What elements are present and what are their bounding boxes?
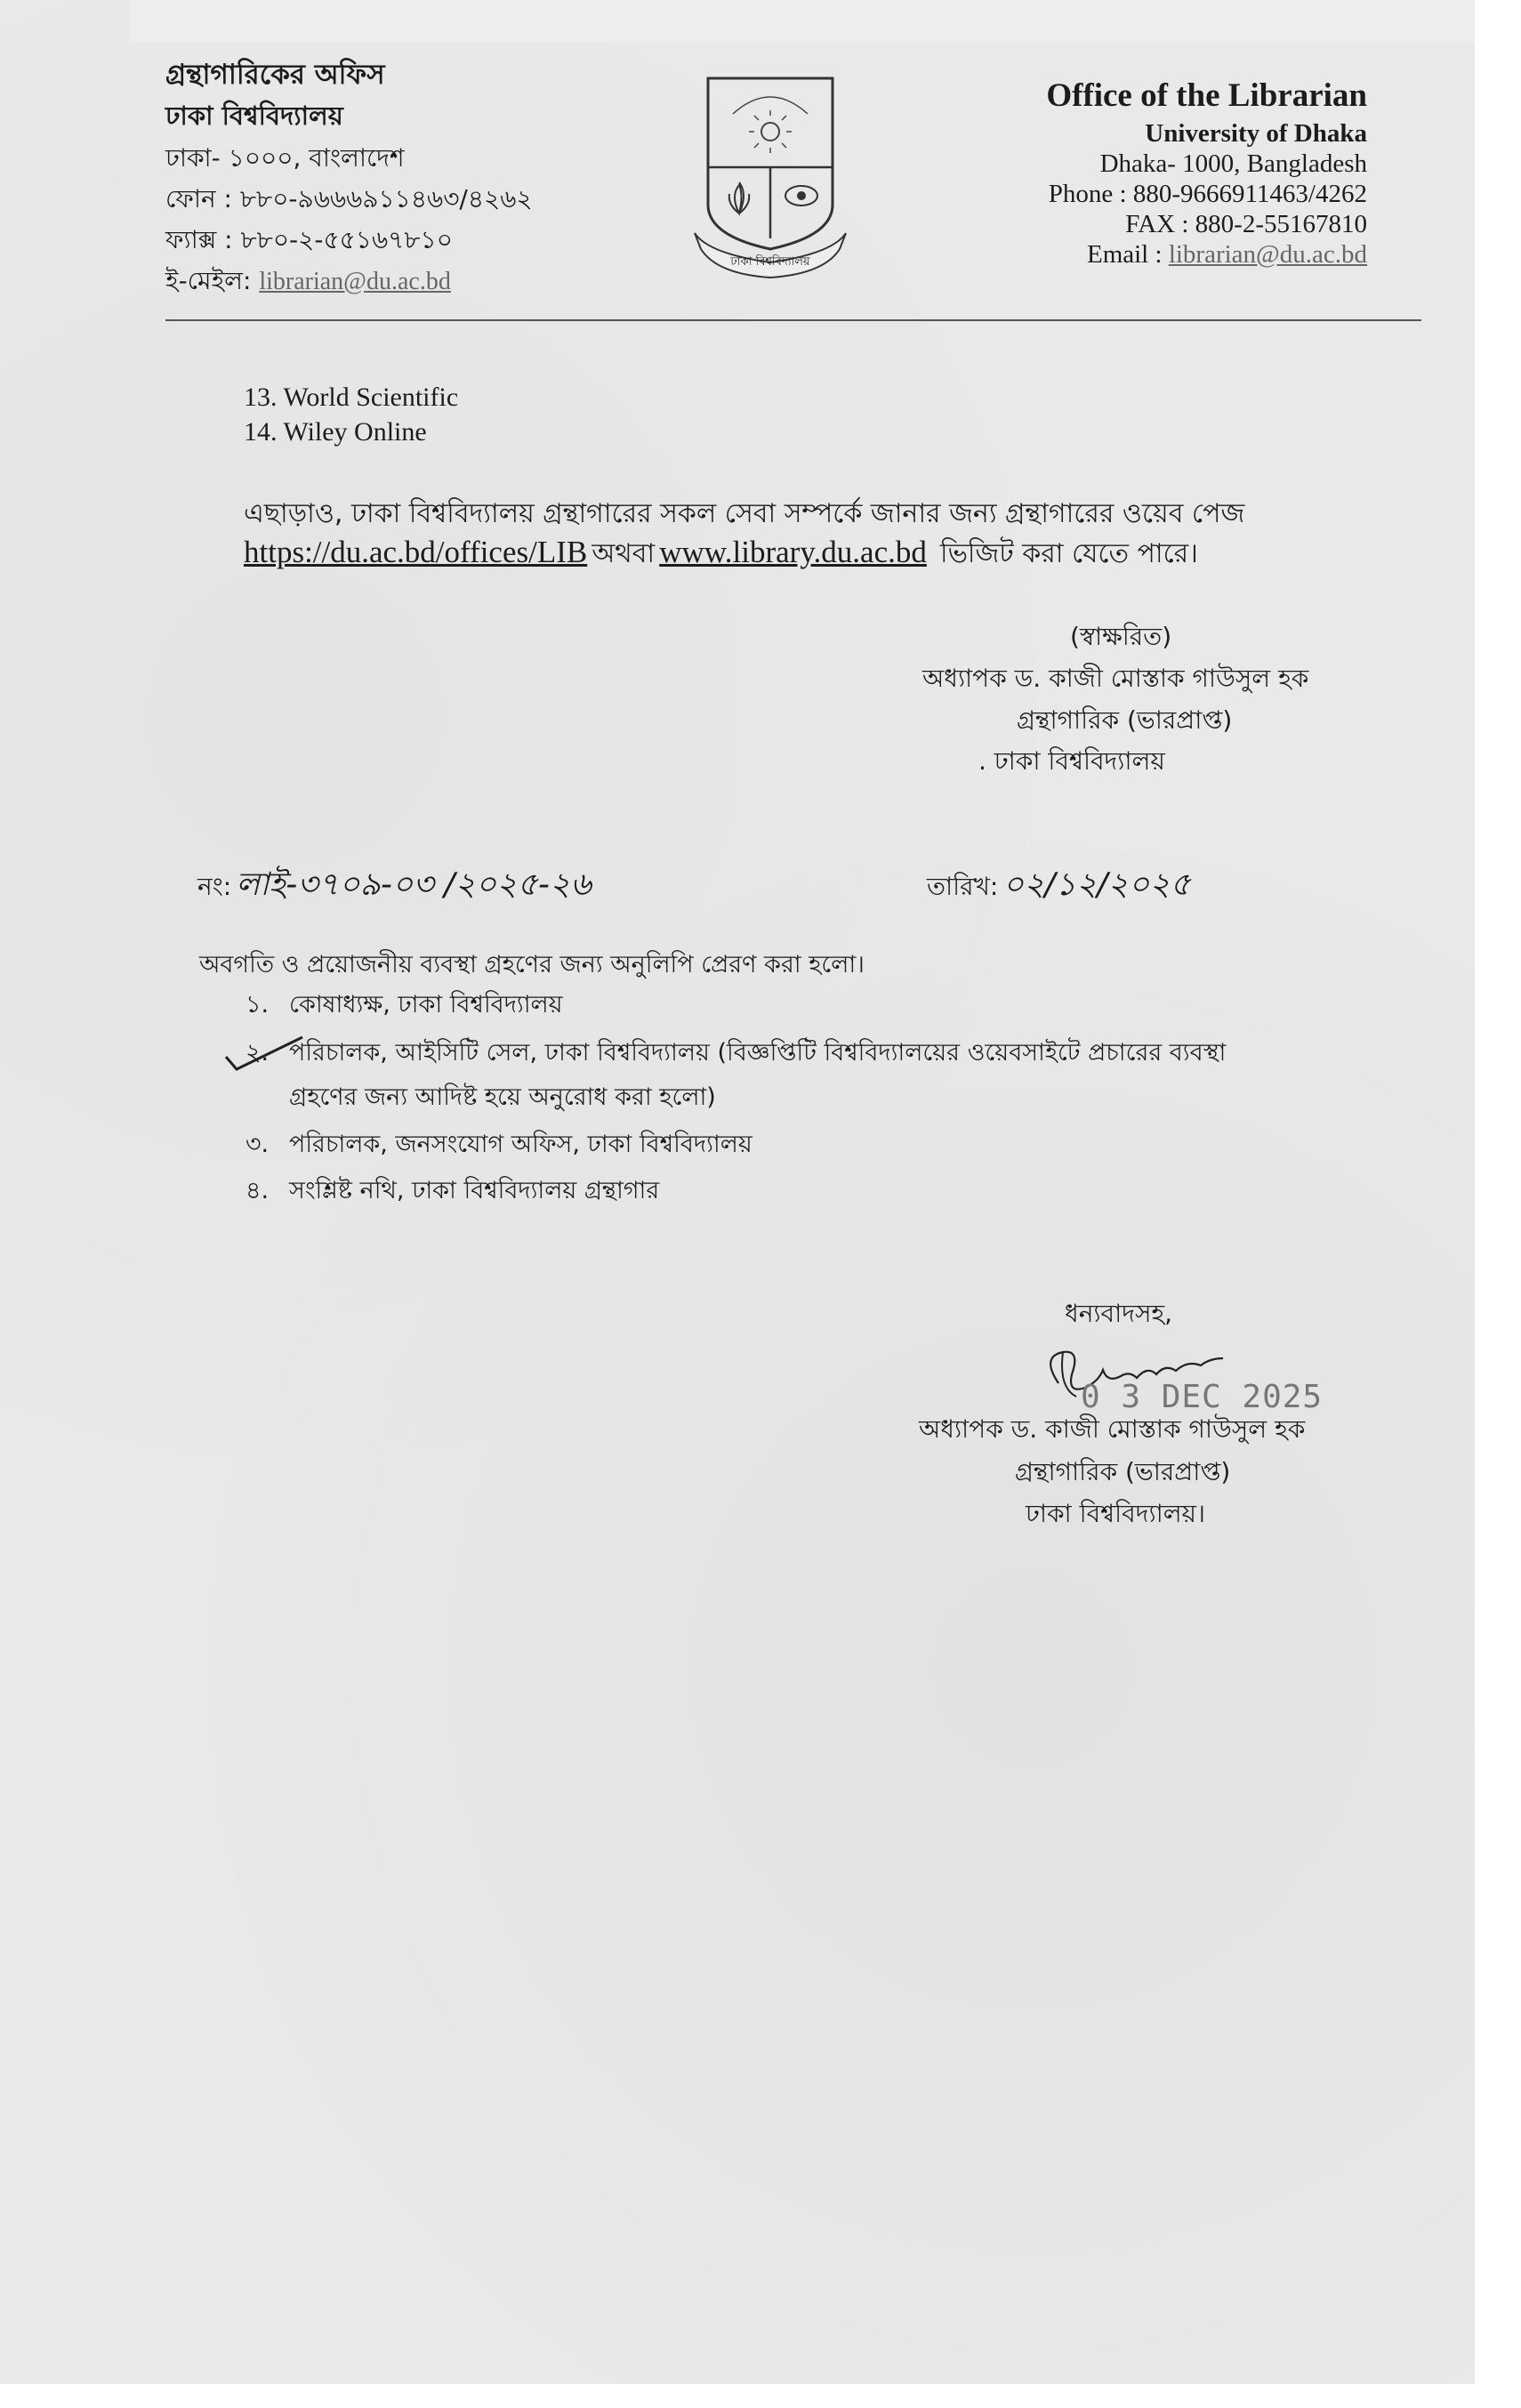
reference-number: লাই-৩৭০৯-০৩ /২০২৫-২৬ <box>236 866 592 903</box>
paragraph-line-2 <box>244 532 1198 577</box>
copy-item-2: পরিচালক, আইসিটি সেল, ঢাকা বিশ্ববিদ্যালয় (বিজ্ঞপ্তিটি বিশ্ববিদ্যালয়ের ওয়েবসাইটে প্রচারের ব্যবস্থা <box>289 1039 1227 1067</box>
list-item-14: 14. Wiley Online <box>244 417 427 447</box>
email-row-en <box>1087 240 1367 270</box>
email-link-bn[interactable]: librarian@du.ac.bd <box>259 268 451 295</box>
university-seal-icon <box>690 71 850 280</box>
email-label-bn: ই-মেইল: <box>165 266 252 295</box>
closing-name: অধ্যাপক ড. কাজী মোস্তাক গাউসুল হক <box>919 1414 1306 1444</box>
email-label-en: Email : <box>1086 240 1163 269</box>
reference-label: নং: <box>197 872 232 901</box>
copy-item-4: সংশ্লিষ্ট নথি, ঢাকা বিশ্ববিদ্যালয় গ্রন্থাগার <box>289 1177 660 1204</box>
email-row-bn <box>165 262 451 303</box>
signed-title: গ্রন্থাগারিক (ভারপ্রাপ্ত) <box>1017 705 1233 735</box>
received-date-stamp: 0 3 DEC 2025 <box>1081 1379 1324 1415</box>
address-bn: ঢাকা- ১০০০, বাংলাদেশ <box>165 143 405 173</box>
closing-org: ঢাকা বিশ্ববিদ্যালয়। <box>1026 1499 1206 1528</box>
date-value: ০২/১২/২০২৫ <box>1002 866 1191 903</box>
address-en: Dhaka- 1000, Bangladesh <box>1099 149 1367 178</box>
university-name-en: University of Dhaka <box>1145 119 1367 148</box>
copy-item-4-num: ৪. <box>245 1177 270 1204</box>
website-link-1[interactable]: https://du.ac.bd/offices/LIB <box>244 535 588 569</box>
copy-item-2-num: ২. <box>245 1039 270 1067</box>
university-name-bn: ঢাকা বিশ্ববিদ্যালয় <box>165 101 343 131</box>
phone-en: Phone : 880-9666911463/4262 <box>1048 180 1367 208</box>
copy-item-3-num: ৩. <box>245 1131 270 1158</box>
copy-item-3: পরিচালক, জনসংযোগ অফিস, ঢাকা বিশ্ববিদ্যালয় <box>289 1131 752 1158</box>
or-text: অথবা <box>592 538 656 569</box>
header-divider <box>165 319 1421 321</box>
date-label: তারিখ: <box>927 872 999 901</box>
office-name-bn: গ্রন্থাগারিকের অফিস <box>165 59 385 91</box>
phone-bn: ফোন : ৮৮০-৯৬৬৬৯১১৪৬৩/৪২৬২ <box>165 184 533 213</box>
signed-label: (স্বাক্ষরিত) <box>1070 622 1172 651</box>
email-link-en[interactable]: librarian@du.ac.bd <box>1168 240 1367 269</box>
copy-intro: অবগতি ও প্রয়োজনীয় ব্যবস্থা গ্রহণের জন্য অনুলিপি প্রেরণ করা হলো। <box>199 951 865 979</box>
website-link-2[interactable]: www.library.du.ac.bd <box>659 535 927 569</box>
reference-number-row <box>197 860 592 914</box>
fax-en: FAX : 880-2-55167810 <box>1125 210 1367 238</box>
closing-thanks: ধন্যবাদসহ, <box>1065 1299 1173 1328</box>
copy-item-1: কোষাধ্যক্ষ, ঢাকা বিশ্ববিদ্যালয় <box>289 991 563 1019</box>
paragraph-line-1: এছাড়াও, ঢাকা বিশ্ববিদ্যালয় গ্রন্থাগারের সকল সেবা সম্পর্কে জানার জন্য গ্রন্থাগারের ওয়েব পেজ <box>244 498 1245 529</box>
date-row <box>927 860 1191 914</box>
signed-name: অধ্যাপক ড. কাজী মোস্তাক গাউসুল হক <box>922 664 1309 693</box>
signed-org: . ঢাকা বিশ্ববিদ্যালয় <box>978 746 1165 776</box>
copy-item-2-cont: গ্রহণের জন্য আদিষ্ট হয়ে অনুরোধ করা হলো) <box>289 1083 716 1111</box>
office-name-en: Office of the Librarian <box>1046 77 1367 114</box>
list-item-13: 13. World Scientific <box>244 383 459 412</box>
fax-bn: ফ্যাক্স : ৮৮০-২-৫৫১৬৭৮১০ <box>165 225 453 254</box>
paragraph-tail: ভিজিট করা যেতে পারে। <box>939 538 1198 569</box>
top-strip <box>129 0 1475 43</box>
closing-title: গ্রন্থাগারিক (ভারপ্রাপ্ত) <box>1015 1457 1231 1486</box>
seal-text: ঢাকা বিশ্ববিদ্যালয় <box>730 255 810 269</box>
copy-item-1-num: ১. <box>245 991 270 1019</box>
